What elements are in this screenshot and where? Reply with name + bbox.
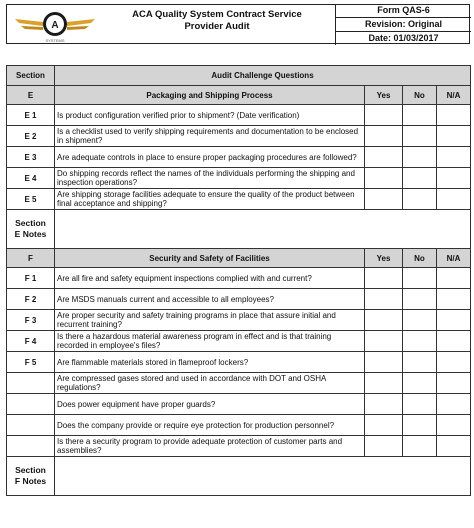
no-answer-cell[interactable] bbox=[403, 436, 437, 457]
question-text: Does power equipment have proper guards? bbox=[55, 394, 365, 415]
question-id: F 5 bbox=[7, 352, 55, 373]
table-row bbox=[7, 268, 471, 289]
title-line-1: ACA Quality System Contract Service bbox=[132, 9, 302, 20]
notes-label-line-1: Section bbox=[15, 218, 46, 228]
question-text: Is product configuration verified prior to shipment? (Date verification) bbox=[55, 105, 365, 126]
title-line-2: Provider Audit bbox=[184, 21, 250, 32]
yes-answer-cell[interactable] bbox=[365, 331, 403, 352]
yes-answer-cell[interactable] bbox=[365, 310, 403, 331]
section-e-rows bbox=[7, 105, 471, 210]
question-id: E 5 bbox=[7, 189, 55, 210]
yes-answer-cell[interactable] bbox=[365, 415, 403, 436]
no-answer-cell[interactable] bbox=[403, 105, 437, 126]
yes-answer-cell[interactable] bbox=[365, 289, 403, 310]
question-text: Are flammable materials stored in flameproof lockers? bbox=[55, 352, 365, 373]
section-f-notes-label bbox=[7, 457, 55, 496]
question-id: F 4 bbox=[7, 331, 55, 352]
na-answer-cell[interactable] bbox=[437, 373, 471, 394]
no-col-header: No bbox=[403, 249, 437, 268]
no-answer-cell[interactable] bbox=[403, 126, 437, 147]
question-id bbox=[7, 373, 55, 394]
question-id: E 2 bbox=[7, 126, 55, 147]
section-e-header bbox=[7, 86, 471, 105]
table-row bbox=[7, 373, 471, 394]
yes-answer-cell[interactable] bbox=[365, 168, 403, 189]
no-answer-cell[interactable] bbox=[403, 331, 437, 352]
table-row bbox=[7, 415, 471, 436]
no-answer-cell[interactable] bbox=[403, 415, 437, 436]
section-f-rows bbox=[7, 268, 471, 457]
section-e-notes-label bbox=[7, 210, 55, 249]
question-text: Are MSDS manuals current and accessible to all employees? bbox=[55, 289, 365, 310]
na-answer-cell[interactable] bbox=[437, 394, 471, 415]
no-answer-cell[interactable] bbox=[403, 373, 437, 394]
yes-answer-cell[interactable] bbox=[365, 126, 403, 147]
no-answer-cell[interactable] bbox=[403, 289, 437, 310]
na-answer-cell[interactable] bbox=[437, 436, 471, 457]
table-row bbox=[7, 289, 471, 310]
section-e-letter: E bbox=[7, 86, 55, 105]
table-row bbox=[7, 310, 471, 331]
section-e-notes-field[interactable] bbox=[55, 210, 471, 249]
question-text: Are compressed gases stored and used in accordance with DOT and OSHA regulations? bbox=[55, 373, 365, 394]
no-answer-cell[interactable] bbox=[403, 268, 437, 289]
question-id bbox=[7, 415, 55, 436]
table-row bbox=[7, 147, 471, 168]
question-id: E 3 bbox=[7, 147, 55, 168]
na-answer-cell[interactable] bbox=[437, 310, 471, 331]
table-row bbox=[7, 331, 471, 352]
no-answer-cell[interactable] bbox=[403, 310, 437, 331]
yes-answer-cell[interactable] bbox=[365, 436, 403, 457]
form-revision: Revision: Original bbox=[335, 18, 471, 32]
question-text: Are adequate controls in place to ensure proper packaging procedures are followed? bbox=[55, 147, 365, 168]
section-f-notes-field[interactable] bbox=[55, 457, 471, 496]
question-id: F 3 bbox=[7, 310, 55, 331]
yes-answer-cell[interactable] bbox=[365, 373, 403, 394]
na-answer-cell[interactable] bbox=[437, 168, 471, 189]
section-col-header: Section bbox=[7, 66, 55, 86]
question-id bbox=[7, 436, 55, 457]
question-id bbox=[7, 394, 55, 415]
question-text: Are proper security and safety training programs in place that assure initial and recurrent training? bbox=[55, 310, 365, 331]
svg-text:A: A bbox=[51, 20, 59, 31]
table-row bbox=[7, 352, 471, 373]
no-answer-cell[interactable] bbox=[403, 168, 437, 189]
na-answer-cell[interactable] bbox=[437, 331, 471, 352]
yes-col-header: Yes bbox=[365, 86, 403, 105]
question-id: E 1 bbox=[7, 105, 55, 126]
section-f-title: Security and Safety of Facilities bbox=[55, 249, 365, 268]
table-row bbox=[7, 105, 471, 126]
notes-label-line-2: F Notes bbox=[14, 476, 47, 486]
na-answer-cell[interactable] bbox=[437, 189, 471, 210]
na-answer-cell[interactable] bbox=[437, 415, 471, 436]
svg-text:SYSTEMS: SYSTEMS bbox=[45, 38, 65, 43]
question-id: E 4 bbox=[7, 168, 55, 189]
form-header bbox=[6, 4, 470, 44]
yes-answer-cell[interactable] bbox=[365, 352, 403, 373]
question-text: Are shipping storage facilities adequate to ensure the quality of the product between final acceptance and shipping? bbox=[55, 189, 365, 210]
section-f-letter: F bbox=[7, 249, 55, 268]
question-id: F 1 bbox=[7, 268, 55, 289]
question-id: F 2 bbox=[7, 289, 55, 310]
na-col-header: N/A bbox=[437, 86, 471, 105]
question-text: Does the company provide or require eye protection for production personnel? bbox=[55, 415, 365, 436]
form-number: Form QAS-6 bbox=[335, 4, 471, 18]
company-logo bbox=[13, 7, 97, 43]
table-row bbox=[7, 436, 471, 457]
form-title bbox=[107, 9, 327, 33]
question-text: Is a checklist used to verify shipping requirements and documentation to be enclosed in shipment? bbox=[55, 126, 365, 147]
table-row bbox=[7, 168, 471, 189]
na-answer-cell[interactable] bbox=[437, 352, 471, 373]
question-text: Is there a hazardous material awareness program in effect and is that training recorded in employee's files? bbox=[55, 331, 365, 352]
no-col-header: No bbox=[403, 86, 437, 105]
form-meta bbox=[335, 4, 471, 44]
audit-table bbox=[6, 65, 471, 496]
yes-answer-cell[interactable] bbox=[365, 105, 403, 126]
na-answer-cell[interactable] bbox=[437, 126, 471, 147]
na-answer-cell[interactable] bbox=[437, 268, 471, 289]
no-answer-cell[interactable] bbox=[403, 147, 437, 168]
question-text: Do shipping records reflect the names of the individuals performing the shipping and inspection operations? bbox=[55, 168, 365, 189]
yes-answer-cell[interactable] bbox=[365, 394, 403, 415]
table-row bbox=[7, 394, 471, 415]
section-e-title: Packaging and Shipping Process bbox=[55, 86, 365, 105]
questions-col-header: Audit Challenge Questions bbox=[55, 66, 471, 86]
section-e-notes-row bbox=[7, 210, 471, 249]
section-f-notes-row bbox=[7, 457, 471, 496]
yes-col-header: Yes bbox=[365, 249, 403, 268]
question-text: Is there a security program to provide adequate protection of customer parts and assemblies? bbox=[55, 436, 365, 457]
no-answer-cell[interactable] bbox=[403, 352, 437, 373]
table-row bbox=[7, 126, 471, 147]
yes-answer-cell[interactable] bbox=[365, 189, 403, 210]
no-answer-cell[interactable] bbox=[403, 189, 437, 210]
na-col-header: N/A bbox=[437, 249, 471, 268]
na-answer-cell[interactable] bbox=[437, 105, 471, 126]
na-answer-cell[interactable] bbox=[437, 147, 471, 168]
na-answer-cell[interactable] bbox=[437, 289, 471, 310]
yes-answer-cell[interactable] bbox=[365, 268, 403, 289]
yes-answer-cell[interactable] bbox=[365, 147, 403, 168]
table-head-row bbox=[7, 66, 471, 86]
notes-label-line-2: E Notes bbox=[14, 229, 47, 239]
no-answer-cell[interactable] bbox=[403, 394, 437, 415]
question-text: Are all fire and safety equipment inspections complied with and current? bbox=[55, 268, 365, 289]
table-row bbox=[7, 189, 471, 210]
section-f-header bbox=[7, 249, 471, 268]
form-date: Date: 01/03/2017 bbox=[335, 32, 471, 45]
notes-label-line-1: Section bbox=[15, 465, 46, 475]
